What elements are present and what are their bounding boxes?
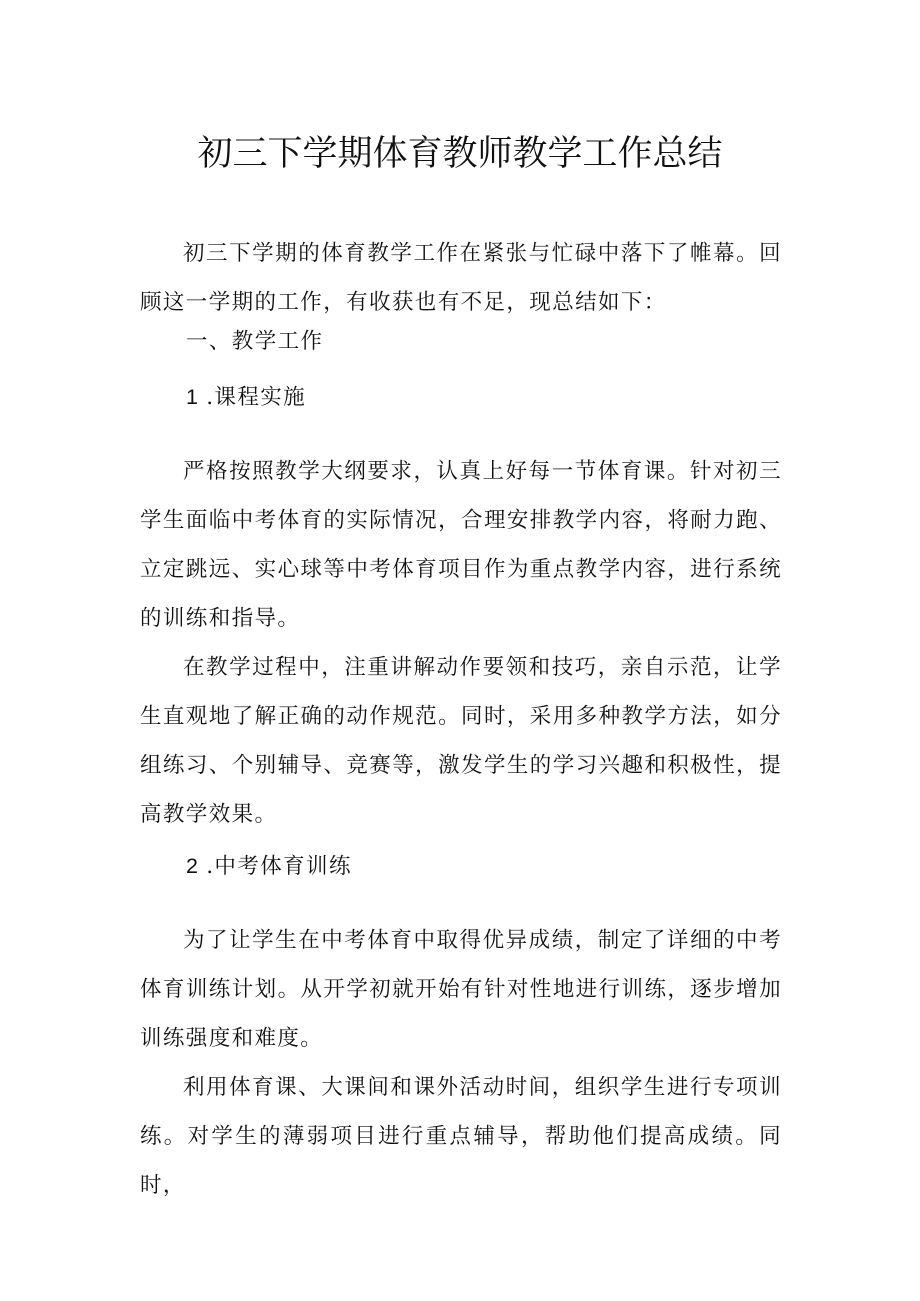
intro-paragraph: 初三下学期的体育教学工作在紧张与忙碌中落下了帷幕。回顾这一学期的工作，有收获也有不足，现总结如下： xyxy=(140,241,782,315)
subheading-course-implementation xyxy=(186,373,306,422)
subheading-text: .中考体育训练 xyxy=(206,854,352,879)
subheading-number: 1 xyxy=(186,385,198,409)
subheading-text: .课程实施 xyxy=(206,385,307,410)
subheading-exam-pe-training xyxy=(186,842,352,891)
course-implementation-paragraph-2: 在教学过程中，注重讲解动作要领和技巧，亲自示范，让学生直观地了解正确的动作规范。同时，采用多种教学方法，如分组练习、个别辅导、竞赛等，激发学生的学习兴趣和积极性，提高教学效果。 xyxy=(140,655,782,827)
exam-training-paragraph-1: 为了让学生在中考体育中取得优异成绩，制定了详细的中考体育训练计划。从开学初就开始有针对性地进行训练，逐步增加训练强度和难度。 xyxy=(140,928,782,1051)
section-heading-teaching-work: 一、教学工作 xyxy=(186,329,324,354)
course-implementation-paragraph-1: 严格按照教学大纲要求，认真上好每一节体育课。针对初三学生面临中考体育的实际情况，合理安排教学内容，将耐力跑、立定跳远、实心球等中考体育项目作为重点教学内容，进行系统的训练和指导。 xyxy=(140,459,782,631)
document-title: 初三下学期体育教师教学工作总结 xyxy=(197,134,723,174)
exam-training-paragraph-2: 利用体育课、大课间和课外活动时间，组织学生进行专项训练。对学生的薄弱项目进行重点辅导，帮助他们提高成绩。同时， xyxy=(140,1075,782,1198)
subheading-number: 2 xyxy=(186,854,198,878)
